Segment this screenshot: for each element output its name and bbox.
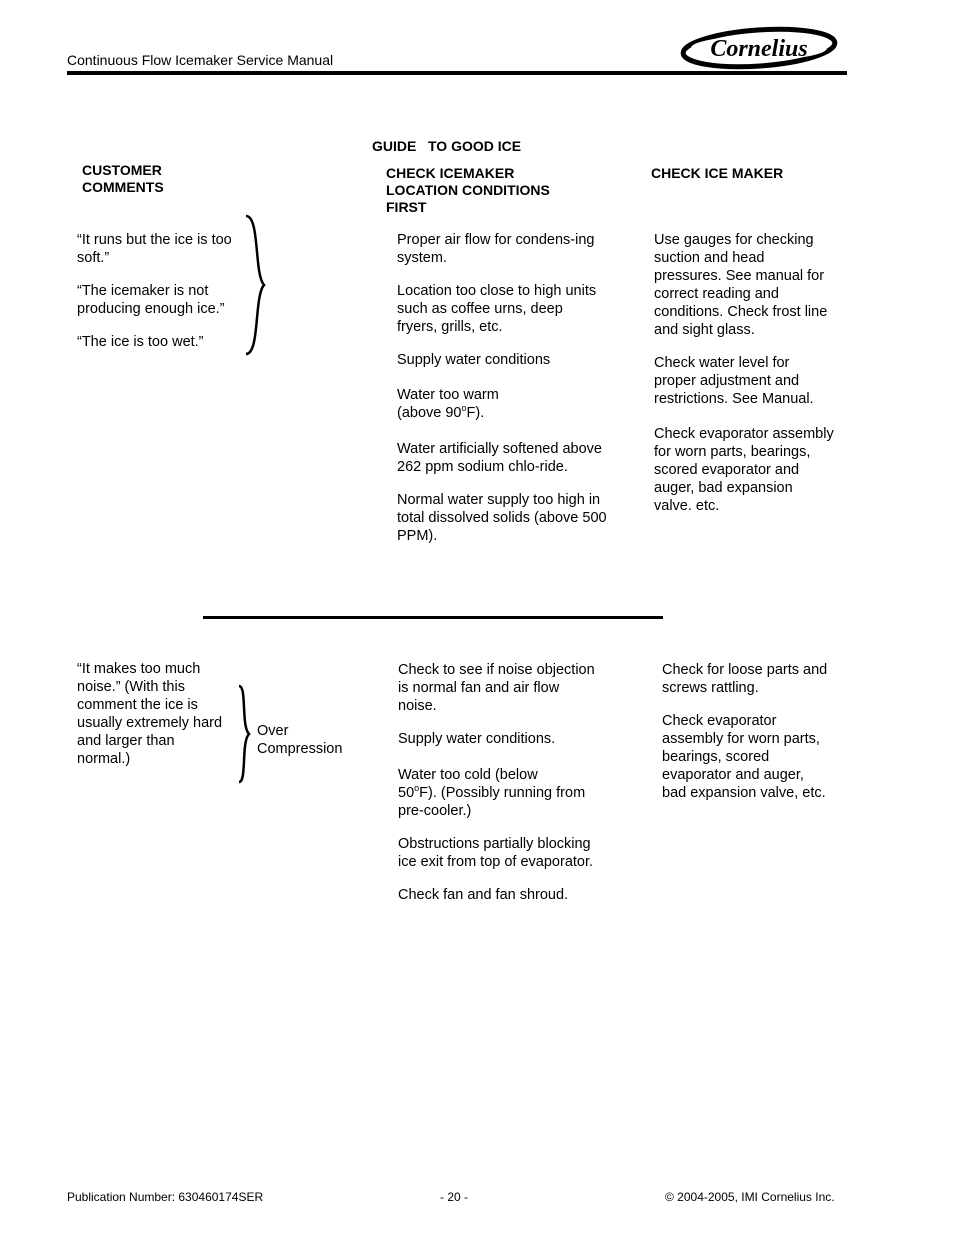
degree-sign: o [461, 403, 467, 414]
comment-noise: “It makes too much noise.” (With this comment the ice is usually extremely hard and larger than normal.) [77, 661, 223, 767]
icemaker-evaporator: Check evaporator assembly for worn parts, bearings, scored evaporator and auger, bad expansion valve. etc. [654, 426, 834, 514]
manual-title: Continuous Flow Icemaker Service Manual [67, 52, 334, 68]
location-fan-shroud: Check fan and fan shroud. [398, 887, 569, 903]
location-conditions-heading: CHECK ICEMAKER LOCATION CONDITIONS FIRST [386, 165, 550, 215]
section2-location [398, 661, 598, 919]
water-cold-line1: Water too cold (below [398, 767, 538, 783]
section1-icemaker [654, 231, 834, 530]
publication-number: Publication Number: 630460174SER [67, 1190, 264, 1204]
location-water-conditions: Supply water conditions [397, 352, 551, 368]
icemaker-gauges: Use gauges for checking suction and head pressures. See manual for correct reading and conditions. Check frost line and sight glass. [654, 232, 828, 338]
check-icemaker-heading: CHECK ICE MAKER [651, 165, 784, 181]
icemaker-evaporator-2: Check evaporator assembly for worn parts, bearings, scored evaporator and auger, bad expansion valve, etc. [662, 713, 826, 801]
brace-1 [240, 214, 270, 356]
comment-wet-ice: “The ice is too wet.” [77, 334, 204, 350]
customer-comments-heading: CUSTOMER COMMENTS [82, 162, 164, 195]
cornelius-logo [680, 26, 838, 70]
icemaker-loose-parts: Check for loose parts and screws rattling. [662, 662, 828, 696]
icemaker-water-level: Check water level for proper adjustment and restrictions. See Manual. [654, 355, 814, 407]
location-water-cold [398, 766, 598, 820]
location-noise-check: Check to see if noise objection is normal fan and air flow noise. [398, 662, 595, 714]
water-warm-line1: Water too warm [397, 387, 499, 403]
page-number: - 20 - [440, 1190, 469, 1204]
location-softened: Water artificially softened above 262 ppm sodium chlo-ride. [397, 441, 602, 475]
degree-sign-2: o [414, 783, 420, 794]
water-cold-rest: F). (Possibly running from pre-cooler.) [398, 785, 586, 819]
section1-comments [77, 231, 242, 366]
location-dissolved-solids: Normal water supply too high in total dissolved solids (above 500 PPM). [397, 492, 607, 544]
section1-location [397, 231, 607, 560]
location-air-flow: Proper air flow for condens-ing system. [397, 232, 595, 266]
location-supply-water: Supply water conditions. [398, 731, 556, 747]
diagnosis-over-compression: Over Compression [257, 723, 343, 757]
comment-not-enough-ice: “The icemaker is not producing enough ice.” [77, 283, 225, 317]
water-cold-temp: 50 [398, 785, 415, 801]
logo-text: Cornelius [710, 36, 808, 62]
comment-soft-ice: “It runs but the ice is too soft.” [77, 232, 232, 266]
water-warm-unit: F). [466, 405, 485, 421]
section2-icemaker [662, 661, 832, 817]
water-warm-temp: (above 90 [397, 405, 462, 421]
brace-2 [231, 684, 253, 784]
guide-title: GUIDE TO GOOD ICE [372, 138, 522, 154]
location-obstructions: Obstructions partially blocking ice exit from top of evaporator. [398, 836, 594, 870]
copyright: © 2004-2005, IMI Cornelius Inc. [665, 1190, 835, 1204]
section-divider [203, 616, 663, 619]
location-too-close: Location too close to high units such as coffee urns, deep fryers, grills, etc. [397, 283, 597, 335]
header-rule [67, 71, 847, 75]
location-water-warm [397, 386, 607, 422]
